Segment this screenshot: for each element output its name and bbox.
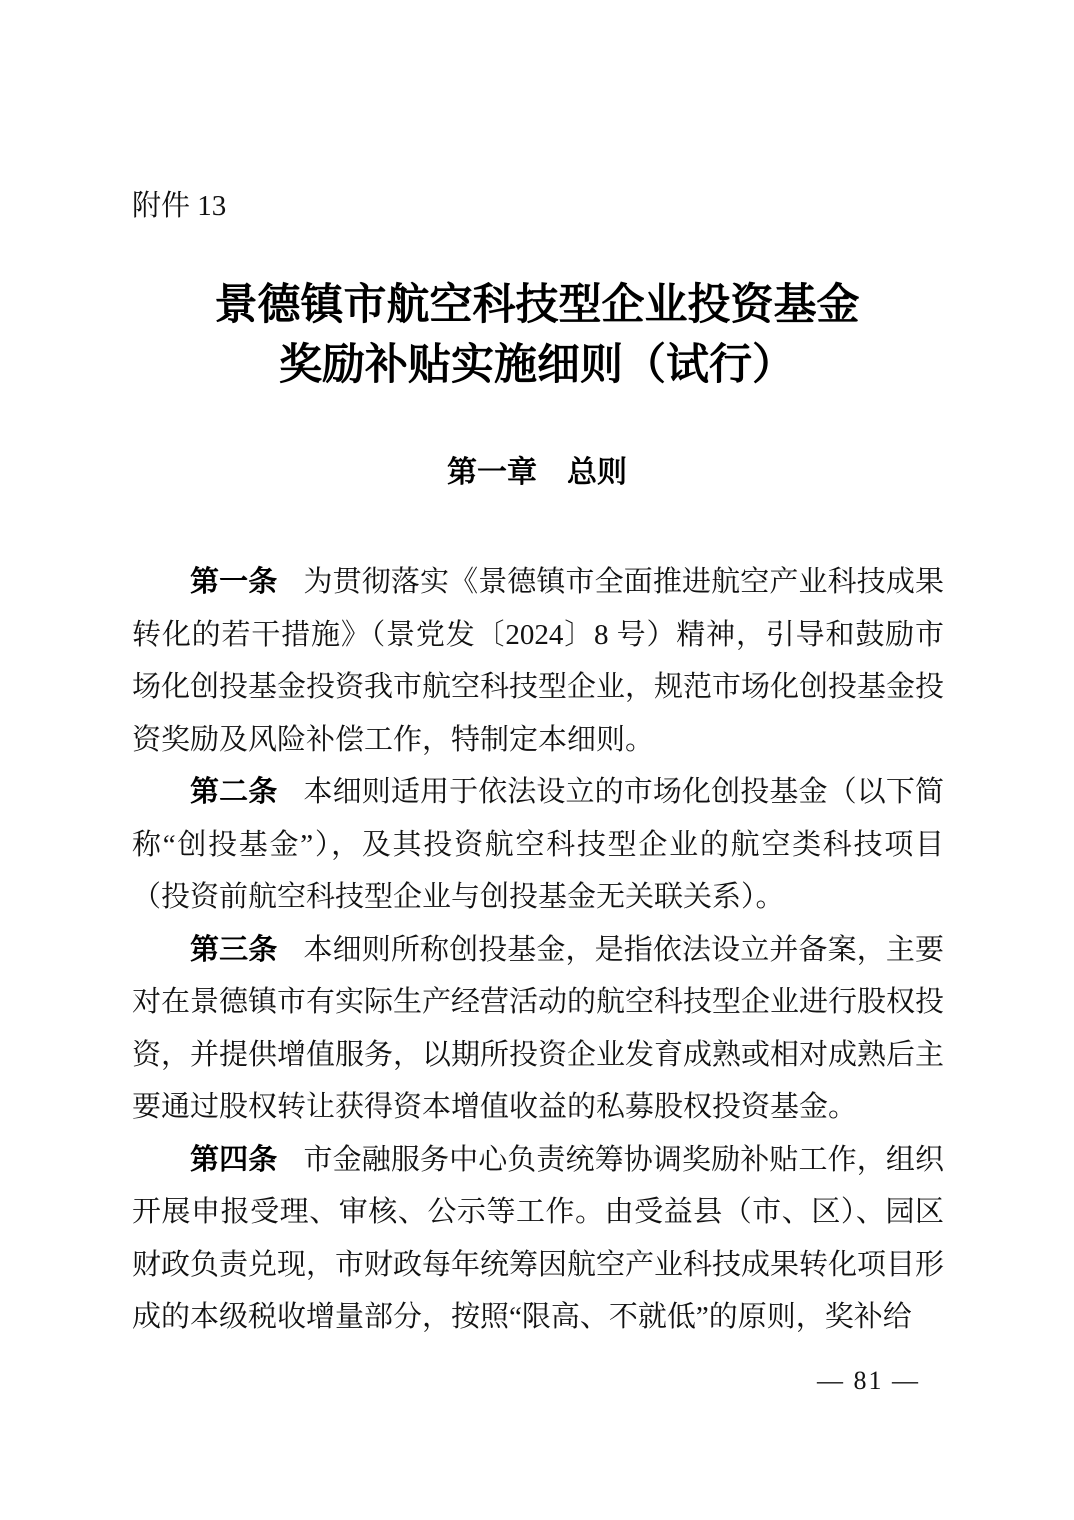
- article-3-text: 本细则所称创投基金，是指依法设立并备案，主要对在景德镇市有实际生产经营活动的航空科技型企业进行股权投资，并提供增值服务，以期所投资企业发育成熟或相对成熟后主要通过股权转让获得资本增值收益的私募股权投资基金。: [132, 933, 945, 1123]
- document-title-line2: 奖励补贴实施细则（试行）: [279, 342, 795, 389]
- article-4-number: 第四条: [190, 1143, 278, 1176]
- article-2: [132, 766, 944, 924]
- article-2-number: 第二条: [190, 776, 278, 808]
- document-body: [132, 556, 944, 1344]
- document-title: [0, 276, 1074, 396]
- article-1: [132, 556, 944, 766]
- attachment-label: 附件 13: [132, 190, 227, 222]
- chapter-heading: 第一章 总则: [447, 456, 627, 489]
- article-3-number: 第三条: [190, 933, 278, 966]
- article-3: [132, 924, 944, 1134]
- article-4: [132, 1134, 944, 1344]
- page-number: — 81 —: [817, 1366, 920, 1395]
- article-1-text: 为贯彻落实《景德镇市全面推进航空产业科技成果转化的若干措施》（景党发〔2024〕8 号）精神，引导和鼓励市场化创投基金投资我市航空科技型企业，规范市场化创投基金投资奖励及风险补偿工作，特制定本细则。: [132, 566, 945, 756]
- document-title-line1: 景德镇市航空科技型企业投资基金: [214, 282, 860, 329]
- article-4-text: 市金融服务中心负责统筹协调奖励补贴工作，组织开展申报受理、审核、公示等工作。由受益县（市、区）、园区财政负责兑现，市财政每年统筹因航空产业科技成果转化项目形成的本级税收增量部分，按照“限高、不就低”的原则，奖补给: [132, 1143, 945, 1333]
- article-1-number: 第一条: [190, 566, 278, 598]
- article-2-text: 本细则适用于依法设立的市场化创投基金（以下简称“创投基金”），及其投资航空科技型企业的航空类科技项目（投资前航空科技型企业与创投基金无关联关系）。: [132, 776, 944, 913]
